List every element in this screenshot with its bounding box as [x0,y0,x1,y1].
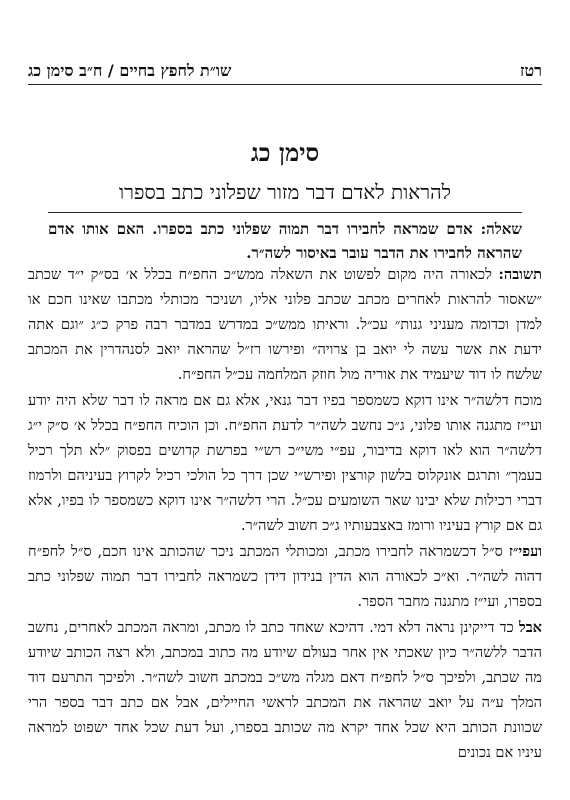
question-text: אדם שמראה לחבירו דבר תמוה שפלוני כתב בספרו. האם אותו אדם שהראה לחבירו את הדבר עובר באיסור לשה״ר. [48,220,522,262]
running-title: שו״ת לחפץ בחיים / ח״ב סימן כג [28,61,232,80]
question-lead: שאלה: [480,220,522,238]
paragraph [28,262,542,388]
body-text [28,262,542,766]
paragraph-lead: ועפי״ז [508,543,542,560]
header-rule [28,84,542,85]
paragraph-text: לכאורה היה מקום לפשוט את השאלה ממש״כ החפ״ח בכלל א׳ בס״ק י״ד שכתב ״שאסור להראות לאחרים מכתב שכתב פלוני אליו, ושניכר מכותלי מכתבו שאינו חכם או למדן וכדומה מעניני גנות״ עכ״ל. וראיתו ממש״כ במדרש במדבר רבה פרק כ״ג ״וגם אתה ידעת את אשר עשה לי יואב בן צרויה״ ופירשו רז״ל שהראה יואב לסנהדרין את המכתב שלשח לו דוד שיעמיד את אוריה מול חוזק המלחמה עכ״ל החפ״ח. [28,267,542,383]
question-block [48,212,522,265]
paragraph-text: ס״ל דכשמראה לחבירו מכתב, ומכותלי המכתב ניכר שהכותב אינו חכם, ס״ל לחפ״ח דהוה לשה״ר. וא״כ לכאורה הוא הדין בנידון דידן כשמראה לחבירו דבר תמוה שפלוני כתב בספרו, ועי״ז מתגנה מחבר הספר. [28,544,542,610]
paragraph-text: כד דייקינן נראה דלא דמי. דהיכא שאחד כתב לו מכתב, ומראה המכתב לאחרים, נחשב הדבר ללשה״ר כיון שאכתי אין אחר בעולם שיודע מה כתוב במכתב, ולא רצה הכותב שיודע מה שכתב, ולפיכך ס״ל לחפ״ח דאם מגלה מש״כ במכתב חשוב לשה״ר. ולפיכך התרעם דוד המלך ע״ה על יואב שהראה את המכתב לראשי החיילים, אבל אם כתב דבר בספר הרי שכוונת הכותב היא שכל אחד יקרא מה שכותב בספרו, ועל דעת שכל אחד ישפוט למראה עיניו אם נכונים [28,620,542,761]
subject-heading: להראות לאדם דבר מזור שפלוני כתב בספרו [119,180,451,204]
paragraph [28,539,542,615]
page-number: רטז [520,61,542,80]
paragraph [28,388,542,539]
paragraph-lead: תשובה: [498,266,542,283]
siman-title: סימן כג [250,138,320,167]
paragraph-lead: אבל [518,619,542,636]
paragraph [28,615,542,766]
running-header [28,58,542,84]
paragraph-text: מוכח דלשה״ר אינו דוקא כשמספר בפיו דבר גנאי, אלא גם אם מראה לו דבר שלא היה יודע ועי״ז מתגנה אותו פלוני, ג״כ נחשב לשה״ר לדעת החפ״ח. וכן הוכיח החפ״ח בכלל א׳ ס״ק י״ג דלשה״ר הוא לאו דוקא בדיבור, עפ״י משי״כ רש״י בפרשת קדושים בפסוק ״לא תלך רכיל בעמך״ ותרגם אונקלוס בלשון קורצין ופירש״י שכן דרך כל הולכי רכיל לקרוץ בעיניהם ולרמוז דברי רכילות שלא יבינו שאר השומעים עכ״ל. הרי דלשה״ר אינו דוקא כשמספר לו בפיו, אלא גם אם קורץ בעיניו ורומז באצבעותיו ג״כ חשוב לשה״ר. [28,393,542,534]
